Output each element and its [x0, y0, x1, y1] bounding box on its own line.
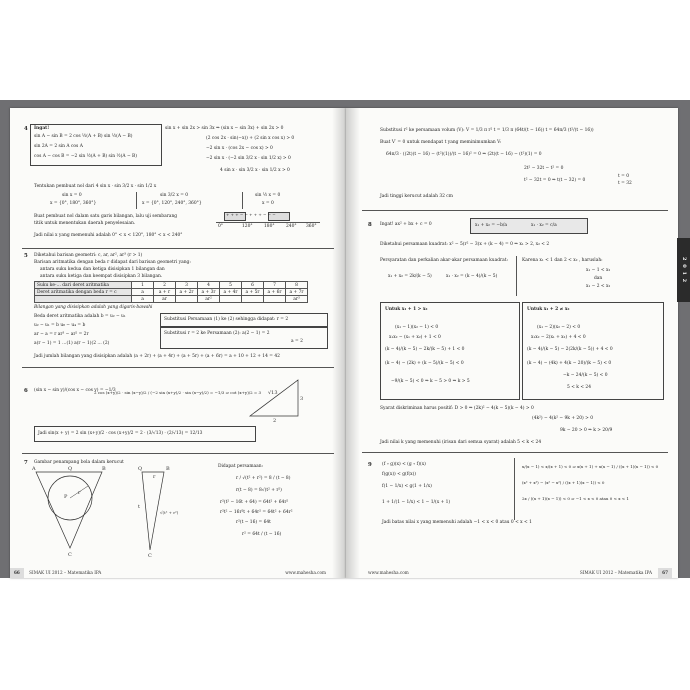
question-number: 9: [368, 462, 372, 468]
zeros-line: sin x = 0: [62, 193, 82, 198]
gutter-shadow: [332, 108, 346, 578]
table-cell: a: [132, 289, 154, 296]
question-number: 8: [368, 222, 372, 228]
zeros-line: sin ½ x = 0: [255, 193, 281, 198]
table-cell: 5: [220, 282, 242, 289]
step-line: f(1 − 1/x) < g(1 + 1/x): [382, 484, 432, 489]
triangle-label: 2: [273, 418, 277, 424]
svg-text:C: C: [148, 553, 152, 559]
step-line: 64π/3 · ((2t)(t − 16) − (t²)(1))/(t − 16)² = 0 ⇒ (2t)(t − 16) − (t²)(1) = 0: [386, 152, 542, 157]
formula-box: x₁ + x₂ = −b/a x₁ · x₂ = c/a: [470, 218, 588, 234]
triangle-label: 3: [300, 396, 304, 402]
step-line: sin x + sin 2x > sin 3x ⇒ (sin x − sin 3x) + sin 2x > 0: [165, 126, 284, 131]
footer-title: SIMAK UI 2012 – Matematika IPA: [579, 570, 652, 575]
table-cell: a: [132, 296, 154, 303]
table-caption: Bilangan yang disisipkan adalah yang digaris-bawahi: [34, 305, 153, 310]
tick-label: 120°: [242, 224, 253, 229]
table-row: [35, 296, 308, 303]
sign-chart: + + + − − + + + − − −: [226, 212, 276, 217]
answer-line: Jadi batas nilai x yang memenuhi adalah −1 < x < 0 atau 0 < x < 1: [382, 520, 532, 525]
tick-label: 0°: [218, 224, 223, 229]
svg-text:t: t: [138, 504, 141, 510]
page-number: 66: [10, 568, 24, 578]
text-line: u₂ − u₁ = b u₈ − u₄ = b: [34, 323, 86, 328]
table-row: [35, 289, 308, 296]
table-cell: ar²: [198, 296, 220, 303]
ingat-line: Ingat! ax² + bx + c = 0: [380, 222, 432, 227]
intro-line: Tentukan pembuat nol dari 4 sin x · sin 3/2 x · sin 1/2 x: [34, 184, 157, 189]
col-title: Karena x₁ < 1 dan 2 < x₂ , haruslah:: [522, 258, 603, 263]
table-cell: Suku ke-… dari deret aritmatika: [35, 282, 132, 289]
case-box-b: Untuk x₁ + 2 ≠ x₂ (x₁ − 2)(x₂ − 2) < 0 x₁x₂ − 2(x₁ + x₂) + 4 < 0 (k − 4)/(k − 5) − 2(2k/(k − 5)) + 4 < 0 (k − 4) − (4k) + 4(k − 20)/(k − 5) < 0 −k − 24/(k − 5) < 0 5 < k < 24: [522, 302, 664, 400]
table-cell: a + 3r: [198, 289, 220, 296]
answer-line: Jadi nilai x yang memenuhi adalah 0° < x < 120°, 180° < x < 240°: [34, 233, 183, 238]
given-line: r² = 64t / (t − 16): [242, 532, 282, 537]
triangle-label: √13: [268, 390, 278, 396]
svg-text:B: B: [166, 466, 170, 472]
step-line: Buat V′ = 0 untuk mendapat t yang meminimumkan V:: [380, 140, 502, 145]
text-line: ar − a = r ar³ − ar² = 2r: [34, 332, 89, 337]
text-line: Barisan aritmatika dengan beda r didapat dari barisan geometri yang:: [34, 260, 191, 265]
zeros-line: x = 0: [262, 201, 274, 206]
zeros-line: x = {0°, 120°, 240°, 360°}: [142, 201, 202, 206]
svg-text:B: B: [102, 466, 106, 472]
text-line: a(r − 1) = 1 …(1) a(r − 1)(2 … (2): [34, 341, 110, 346]
cond-line: dan: [594, 276, 603, 281]
step-line: (2 cos 2x · sin(−x)) + (2 sin x cos x) > 0: [206, 136, 295, 141]
col-title: Persyaratan dan perkalian akar-akar persamaan kuadrat:: [380, 258, 508, 263]
given-line: r²t² − 16r²t + 64r² = 64t² + 64r²: [220, 510, 293, 515]
step-line: t² − 32t = 0 ⇒ t(t − 32) = 0: [524, 178, 586, 183]
question-number: 4: [24, 126, 28, 132]
answer-line: Jadi nilai k yang memenuhi (irisan dari semua syarat) adalah 5 < k < 24: [380, 440, 542, 445]
svg-text:r: r: [153, 474, 156, 480]
step-line: 2t² − 32t − t² = 0: [524, 166, 564, 171]
question-number: 5: [24, 253, 28, 259]
table-cell: [220, 296, 242, 303]
footer-title: SIMAK UI 2012 – Matematika IPA: [29, 570, 102, 575]
tick-label: 180°: [264, 224, 275, 229]
svg-text:P: P: [64, 494, 68, 500]
disc-line: (4k²) − 4(k² − 9k + 20) > 0: [532, 416, 593, 421]
rule-line: sin 2A = 2 sin A cos A: [34, 144, 83, 149]
zeros-line: x = {0°, 180°, 360°}: [50, 201, 97, 206]
rule-line: cos A − cos B = −2 sin ½(A + B) sin ½(A − B): [34, 154, 137, 159]
ingat-box: [30, 124, 162, 166]
step-line: −2 sin x · (−2 sin 3/2 x · sin 1/2 x) > 0: [206, 156, 291, 161]
given-line: r / √(t² + r²) = 8 / (t − 8): [236, 476, 291, 481]
page-footer: [10, 568, 346, 578]
table-cell: 8: [286, 282, 308, 289]
footer-url: www.mahesha.com: [285, 570, 326, 575]
text-line: antara suku ketiga dan keempat disisipkan 3 bilangan.: [40, 274, 163, 279]
step-line: x/(x − 1) < x/(x + 1) < 0 ⇒ x(x + 1) + x(x − 1) / ((x + 1)(x − 1)) < 0: [522, 464, 659, 469]
svg-text:Q: Q: [68, 466, 73, 472]
svg-text:A: A: [32, 466, 36, 472]
table-cell: 6: [242, 282, 264, 289]
page-number: 67: [658, 568, 672, 578]
substitution-box: Substitusi r = 2 ke Persamaan (2): a(2 − 1) = 2 a = 2: [160, 327, 328, 349]
table-cell: [242, 296, 264, 303]
answer-line: Jadi jumlah bilangan yang disisipkan adalah (a + 2r) + (a + 4r) + (a + 5r) + (a + 6r) = a + 10 + 12 + 14 = 42: [34, 354, 280, 359]
svg-text:√(t² + r²): √(t² + r²): [160, 510, 179, 515]
sphere-in-cone-figure: [30, 468, 190, 558]
right-page: [346, 108, 678, 578]
note-line: titik untuk menentukan daerah penyelesaian.: [34, 221, 136, 226]
table-cell: 4: [198, 282, 220, 289]
svg-text:r: r: [78, 490, 81, 496]
tick-label: 360°: [306, 224, 317, 229]
given-line: Diketahui barisan geometri: c, ar, ar², ar³ (r > 1): [34, 253, 143, 258]
question-number: 7: [24, 460, 28, 466]
step-line: 1 + 1/(1 − 1/x) < 1 − 1/(x + 1): [382, 500, 451, 505]
step-line: −2 sin x · (cos 2x − cos x) > 0: [206, 146, 273, 151]
step-line: 2x / ((x + 1)(x − 1)) < 0 ⇒ −1 < x < 0 atau 0 < x < 1: [522, 496, 629, 501]
text-line: antara suku kedua dan ketiga disisipkan 1 bilangan dan: [40, 267, 165, 272]
table-cell: a + 4r: [220, 289, 242, 296]
table-cell: ar³: [286, 296, 308, 303]
answer-line: Jadi tinggi kerucut adalah 32 cm: [380, 194, 453, 199]
step-line: Substitusi r² ke persamaan volum (V): V = 1/3 π r² t = 1/3 π (64t/(t − 16)) t = 64π/3 (t²/(t − 16)): [380, 128, 594, 133]
disc-line: Syarat diskriminan harus positif: D > 0 ⇒ (2k)² − 4(k − 5)(k − 4) > 0: [380, 406, 534, 411]
tick-label: 240°: [286, 224, 297, 229]
given-title: Didapat persamaan:: [218, 464, 264, 469]
given-line: r(t − 8) = 8√(t² + r²): [236, 488, 282, 493]
root-line: t = 32: [618, 181, 632, 186]
right-triangle-figure: [246, 376, 306, 424]
table-cell: 1: [132, 282, 154, 289]
text-line: Beda deret aritmatika adalah b = u₂ − u₁: [34, 314, 126, 319]
table-cell: a + 5r: [242, 289, 264, 296]
table-row: [35, 282, 308, 289]
left-page: [10, 108, 346, 578]
table-cell: ar: [154, 296, 176, 303]
root-line: t = 0: [618, 174, 630, 179]
given-line: r²(t − 16) = 64t: [236, 520, 271, 525]
page-footer: [346, 568, 678, 578]
svg-text:Q: Q: [138, 466, 143, 472]
figure-title: Gambar penampang bola dalam kerucut: [34, 460, 124, 465]
table-cell: a + r: [154, 289, 176, 296]
sum-eq: x₁ + x₂ = 2k/(k − 5): [388, 274, 432, 279]
step-line: f(g(x)) < g(f(x)): [382, 472, 416, 477]
step-line: (x² + x²) − (x² − x²) / ((x + 1)(x − 1)) < 0: [522, 480, 605, 485]
step-line: (f ∘ g)(x) < (g ∘ f)(x): [382, 462, 426, 467]
table-cell: a + 2r: [176, 289, 198, 296]
footer-url: www.mahesha.com: [368, 570, 409, 575]
table-cell: 7: [264, 282, 286, 289]
cond-line: x₁ − 2 < x₂: [586, 284, 611, 289]
table-cell: Deret aritmatika dengan beda r = c: [35, 289, 132, 296]
table-cell: a + 7r: [286, 289, 308, 296]
given-line: Diketahui persamaan kuadrat: x² − 5(r² − 3)x + (k − 4) = 0 ⇒ x₁ > 2, x₂ < 2: [380, 242, 550, 247]
svg-text:C: C: [68, 552, 72, 558]
product-eq: x₁ · x₂ = (k − 4)/(k − 5): [446, 274, 498, 279]
zeros-line: sin 3/2 x = 0: [160, 193, 189, 198]
question-number: 6: [24, 388, 28, 394]
given-line: r²(t² − 16t + 64) = 64t² + 64r²: [220, 500, 289, 505]
disc-line: 9k − 20 > 0 ⇒ k > 20/9: [560, 428, 613, 433]
year-side-tab: 2 0 1 2: [677, 238, 690, 302]
rule-line: sin A − sin B = 2 cos ½(A + B) sin ½(A − B): [34, 134, 133, 139]
table-cell: a + 6r: [264, 289, 286, 296]
ingat-title: Ingat!: [34, 126, 50, 131]
expr-line: (sin x − sin y)/(cos x − cos y) = −1/3: [34, 388, 116, 393]
answer-box: Jadi sin(x + y) = 2 sin (x+y)/2 · cos (x+y)/2 = 2 · (3/√13) · (2/√13) = 12/13: [34, 426, 256, 442]
table-cell: 2: [154, 282, 176, 289]
note-line: Buat pembuat nol dalam satu garis bilangan, lalu uji sembarang: [34, 214, 178, 219]
substitution-box: Substitusi Persamaan (1) ke (2) sehingga didapat: r = 2: [160, 313, 328, 327]
step-line: 4 sin x · sin 3/2 x · sin 1/2 x > 0: [220, 168, 290, 173]
cond-line: x₁ − 1 < x₂: [586, 268, 611, 273]
sequence-table: [34, 281, 308, 303]
case-box-a: Untuk x₁ + 1 > x₂ (x₁ − 1)(x₂ − 1) < 0 x₁x₂ − (x₁ + x₂) + 1 < 0 (k − 4)/(k − 5) − 2k/(k − 5) + 1 < 0 (k − 4) − (2k) + (k − 5)/(k − 5) < 0 −9/(k − 5) < 0 ⇒ k − 5 > 0 ⇒ k > 5: [380, 302, 520, 400]
step-line: 2 cos (x+y)/2 · sin (x−y)/2 / (−2 sin (x+y)/2 · sin (x−y)/2) = −1/3 ⇒ cot (x+y)/2 = 3: [94, 390, 262, 395]
table-cell: 3: [176, 282, 198, 289]
gutter-shadow: [346, 108, 360, 578]
table-cell: [176, 296, 198, 303]
table-cell: [264, 296, 286, 303]
